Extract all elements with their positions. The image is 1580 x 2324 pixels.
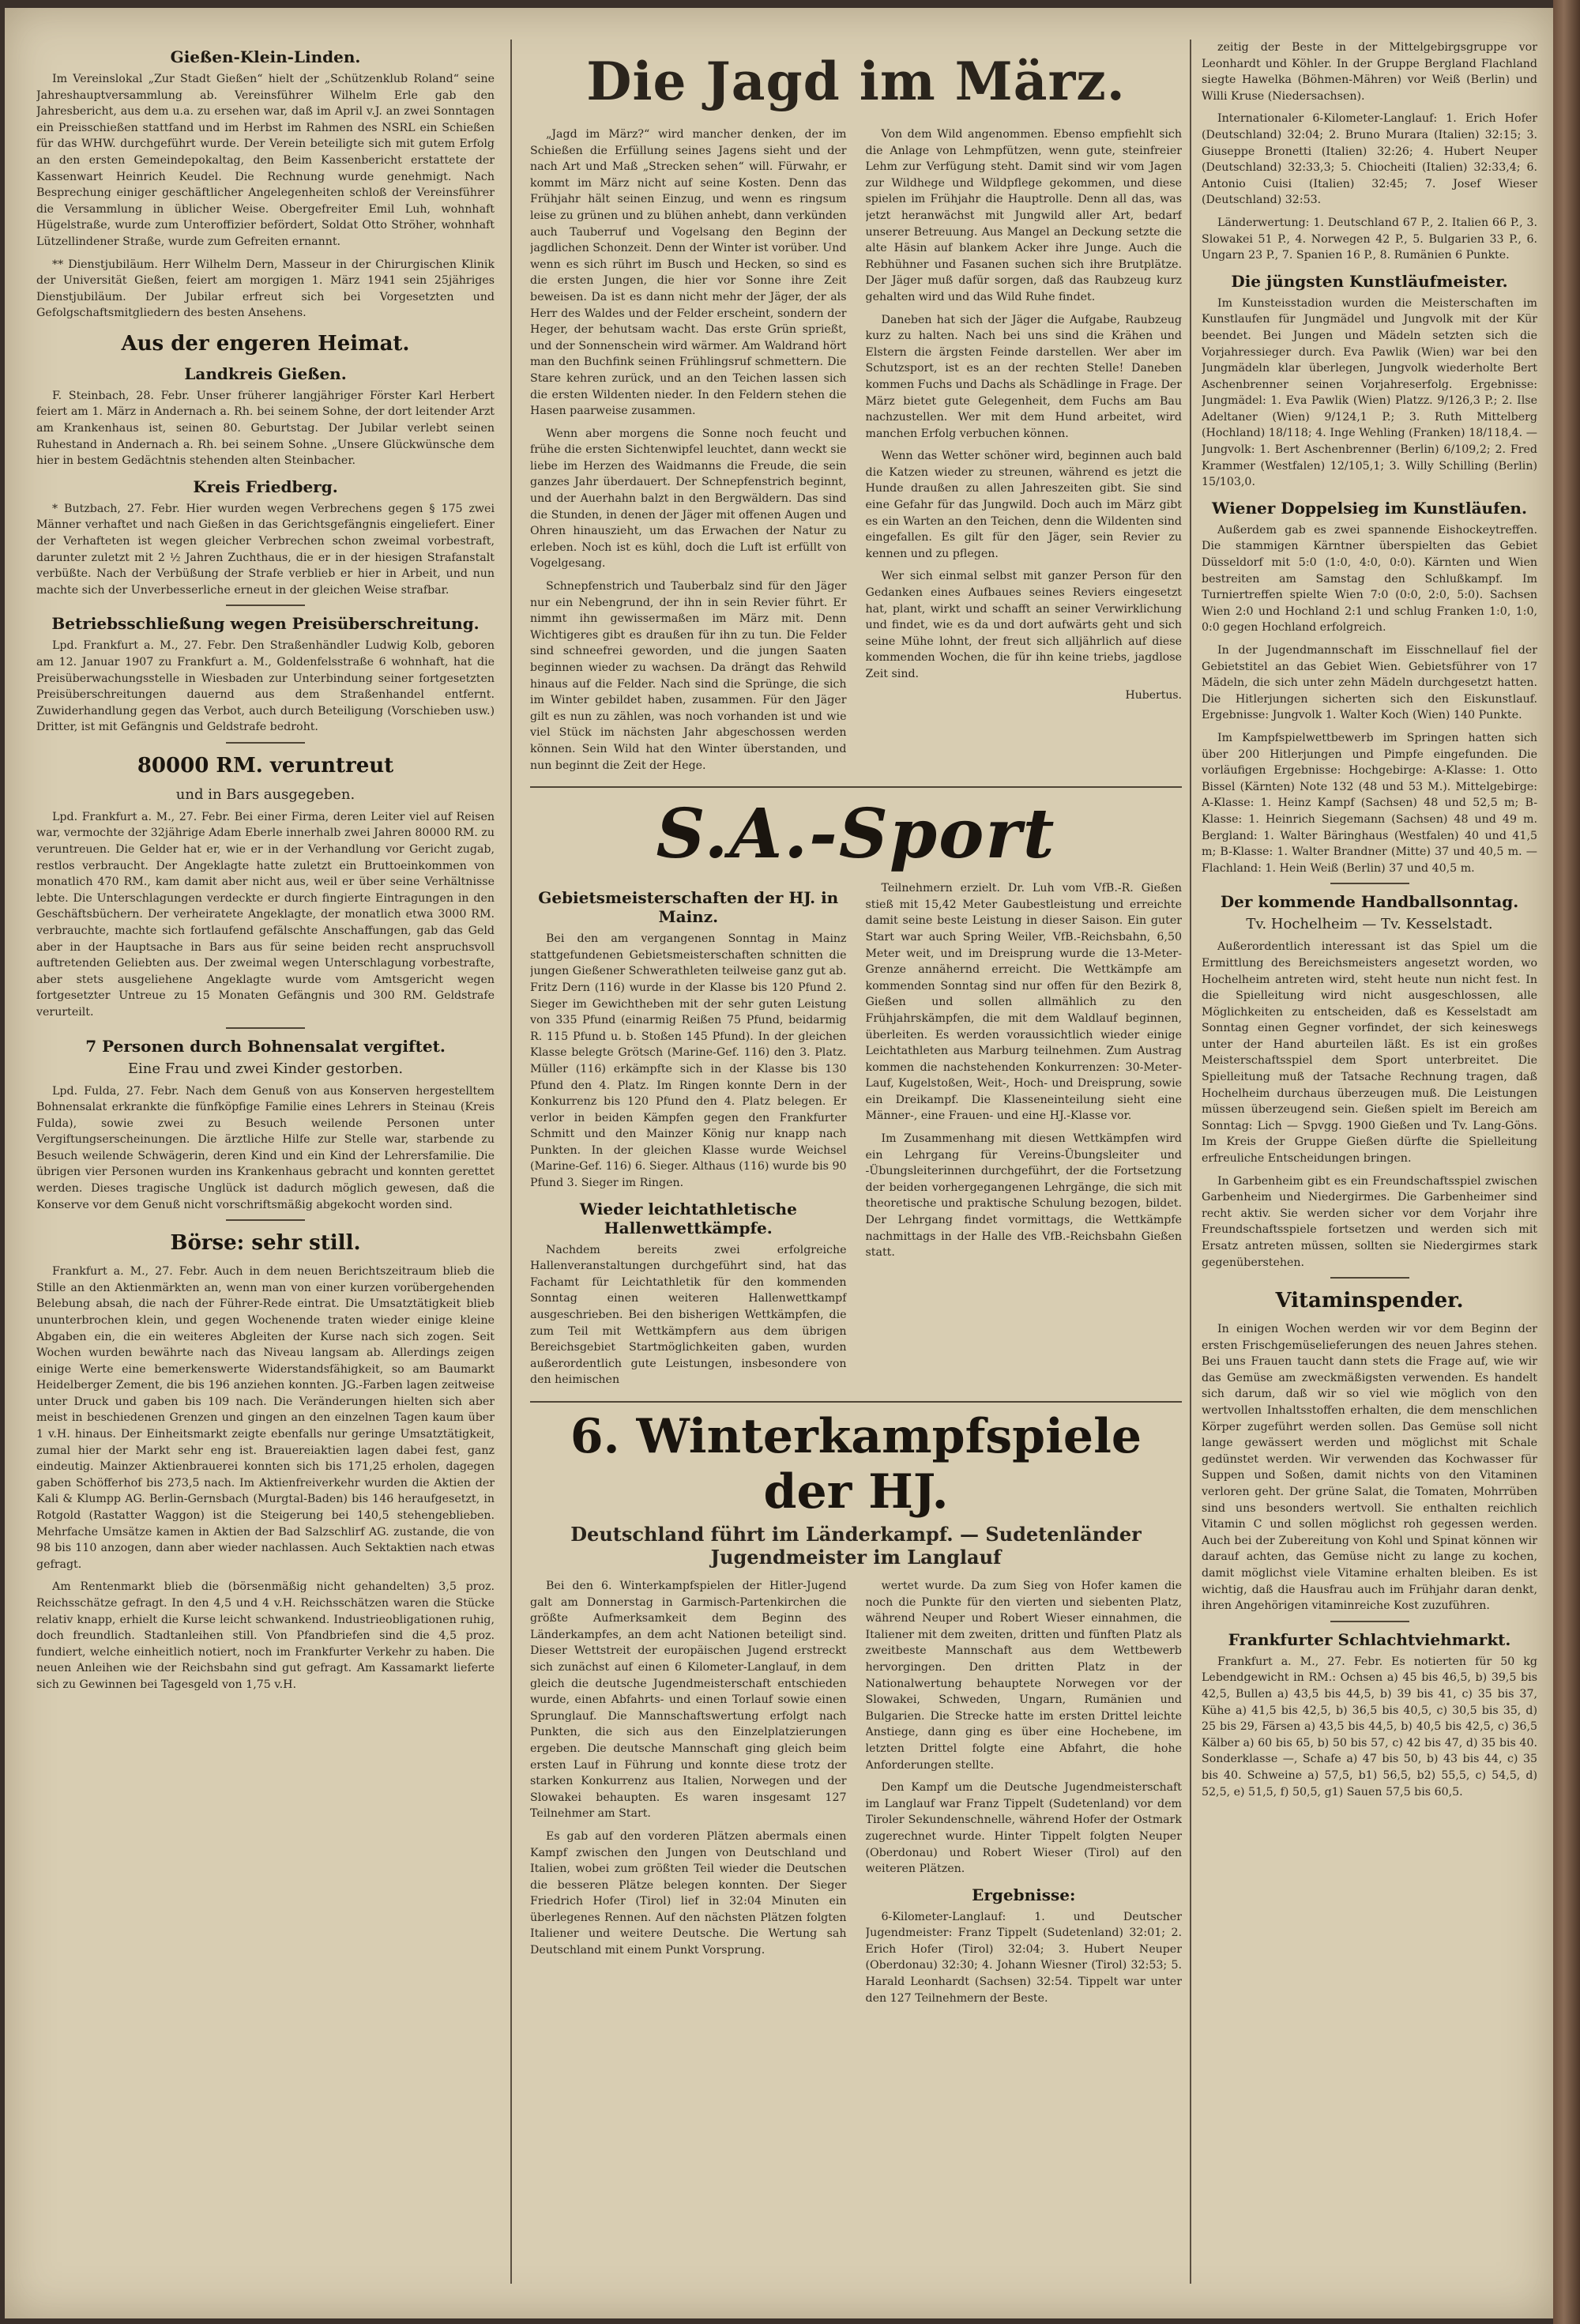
jagd-paragraph: Wenn das Wetter schöner wird, beginnen auch bald die Katzen wieder zu streunen, während es jetzt die Hunde draußen zu allen Jahreszeiten gibt. Sie sind eine Gefahr für das Jungwild. Doch auch im März gibt es ein Warten an den Teichen, denn die Wildenten sind eingefallen. Es gilt für den Jäger, sein Revier zu kennen und zu pflegen. <box>865 450 1182 560</box>
jagd-signature: Hubertus. <box>1125 688 1182 702</box>
veruntreut-heading: 80000 RM. veruntreut <box>137 753 394 778</box>
schlachtvieh-paragraph: Frankfurt a. M., 27. Febr. Es notierten für 50 kg Lebendgewicht in RM.: Ochsen a) 45 bis 46,5, b) 39,5 bis 42,5, Bullen a) 43,5 bis 44,5, b) 39 bis 41, c) 35 bis 37, Kühe a) 41,5 bis 42,5, b) 36,5 bis 40,5, c) 30,5 bis 35, d) 25 bis 29, Färsen a) 43,5 bis 44,5, b) 40,5 bis 42,5, c) 36,5 Kälber a) 60 bis 65, b) 50 bis 57, c) 42 bis 47, d) 35 bis 40. Sonderklasse —, Schafe a) 47 bis 50, b) 43 bis 44, c) 35 bis 40. Schweine a) 57,5, b1) 56,5, b2) 55,5, c) 54,5, d) 52,5, e) 51,5, f) 50,5, g1) Sauen 57,5 bis 60,5. <box>1202 1655 1537 1799</box>
bohnen-subheading: Eine Frau und zwei Kinder gestorben. <box>127 1060 404 1077</box>
winter-results-label: Ergebnisse: <box>972 1885 1076 1904</box>
column-divider <box>510 40 512 2284</box>
boerse-paragraph: Frankfurt a. M., 27. Febr. Auch in dem neuen Berichtszeitraum blieb die Stille an den Aktienmärkten an, wenn man von einer kurzen vorübergehenden Belebung absah, die nach der Führer-Rede eintrat. Die Umsatztätigkeit blieb ununterbrochen klein, und gegen Wochenende traten wieder einige kleine Abgaben ein, die ein weiteres Abgleiten der Kurse nach sich zogen. Seit Wochen wurden bewährte nach das Niveau langsam ab. Allerdings zeigen einige Werte eine bemerkenswerte Widerstandsfähigkeit, so am Baumarkt Heidelberger Zement, die bis 196 anziehen konnten. JG.-Farben lagen zeitweise unter Druck und gaben bis 109 nach. Die Veränderungen hielten sich aber meist in beschiedenen Grenzen und gingen an den einzelnen Tagen kaum über 1 v.H. hinaus. Der Einheitsmarkt zeigte ebenfalls nur geringe Umsatztätigkeit, zumal hier der Markt sehr eng ist. Brauereiaktien lagen dabei fest, ganz eindeutig. Mainzer Aktienbrauerei konnten sich bis 171,25 erholen, dagegen gaben Schöfferhof bis 273,5 nach. Im Aktienfreiverkehr wurden die Aktien der Kali & Klumpp AG. Berlin-Gernsbach (Murgtal-Baden) bis 146 heraufgesetzt, in Rotgold (Rastatter Waggon) ist die Steigerung bei 140,5 stehengeblieben. Mehrfache Umsätze kamen in Aktien der Bad Salzschlirf AG. zustande, die von 98 bis 110 anzogen, dann aber wieder nachlassen. Auch Sektaktien nach etwas gefragt. <box>36 1265 495 1571</box>
bohnen-heading: 7 Personen durch Bohnensalat vergiftet. <box>85 1036 446 1056</box>
veruntreut-paragraph: Lpd. Frankfurt a. M., 27. Febr. Bei einer Firma, deren Leiter viel auf Reisen war, vermochte der 32jährige Adam Eberle innerhalb zwei Jahren 80000 RM. zu veruntreuen. Die Gelder hat er, wie er in der Verhandlung vor Gericht zugab, restlos verbraucht. Der Angeklagte hatte zuletzt ein Bruttoeinkommen von monatlich 470 RM., kam damit aber nicht aus, weil er über seine Verhältnisse lebte. Die Unterschlagungen verdeckte er durch fingierte Eintragungen in den Geschäftsbüchern. Der verheiratete Angeklagte, der monatlich etwa 3000 RM. verbrauchte, machte sich fortlaufend gefälschte Anschaffungen, gab das Geld aber in der Hauptsache in Bars aus für seine beiden recht anspruchsvoll auftretenden Geliebten aus. Der zweimal wegen Unterschlagung vorbestrafte, aber stets ausgeliehene Angeklagte wurde vom Amtsgericht wegen fortgesetzter Untreue zu 15 Monaten Gefängnis und 300 RM. Geldstrafe verurteilt. <box>36 810 495 1019</box>
winter-paragraph: Es gab auf den vorderen Plätzen abermals einen Kampf zwischen den Jungen von Deutschland und Italien, wobei zum größten Teil wieder die Deutschen die besseren Plätze belegen konnten. Der Sieger Friedrich Hofer (Tirol) lief in 32:04 Minuten ein überlegenes Rennen. Auf den nächsten Plätzen folgten Italiener und weitere Deutsche. Die Wertung sah Deutschland mit einem Punkt Vorsprung. <box>530 1829 847 1957</box>
jagd-paragraph: Wenn aber morgens die Sonne noch feucht und frühe die ersten Sichtenwipfel leuchtet, dann weckt sie liebe im Herzen des Waidmanns die Freude, die sein ganzes Jahr überdauert. Der Schnepfenstrich beginnt, und der Auerhahn balzt in den Bergwäldern. Das sind die Stunden, in denen der Jäger mit offenen Augen und Ohren hinauszieht, um das Erwachen der Natur zu erleben. Noch ist es kühl, doch die Luft ist erfüllt von Vogelgesang. <box>530 427 847 571</box>
veruntreut-subheading: und in Bars ausgegeben. <box>175 785 356 803</box>
divider <box>530 1401 1182 1403</box>
giessen-paragraph: Im Vereinslokal „Zur Stadt Gießen“ hielt der „Schützenklub Roland“ seine Jahreshauptversammlung ab. Vereinsführer Wilhelm Erle gab den Jahresbericht, aus dem u.a. zu ersehen war, daß im April v.J. an zwei Sonntagen ein Preisschießen stattfand und im Herbst im Rahmen des NSRL ein Schießen für das WHW. durchgeführt wurde. Der Verein beteiligte sich mit gutem Erfolg an den ersten Gemeindepokaltag, den Beim Kassenbericht erstattete der Kassenwart Heinrich Keudel. Die Rechnung wurde genehmigt. Nach Besprechung einiger geschäftlicher Angelegenheiten schloß der Vereinsführer die Versammlung in üblicher Weise. Obergefreiter Emil Luh, wohnhaft Hügelstraße, wurde zum Unteroffizier befördert, Soldat Otto Ströher, wohnhaft Lützellindener Straße, wurde zum Gefreiten ernannt. <box>36 73 495 248</box>
betrieb-paragraph: Lpd. Frankfurt a. M., 27. Febr. Den Straßenhändler Ludwig Kolb, geboren am 12. Januar 1907 zu Frankfurt a. M., Goldenfelsstraße 6 wohnhaft, hat die Preisüberwachungsstelle in Wiesbaden zur Unterbindung seiner fortgesetzten Preisüberschreitungen dauernd aus dem Straßenhandel entfernt. Zuwiderhandlung gegen das Verbot, auch durch Beteiligung (Vorschieben usw.) Dritter, ist mit Gefängnis und Geldstrafe bedroht. <box>36 639 495 734</box>
kunstlauf-paragraph: Im Kunsteisstadion wurden die Meisterschaften im Kunstlaufen für Jungmädel und Jungvolk mit der Kür beendet. Bei Jungen und Mädeln setzten sich die Vorjahressieger durch. Eva Pawlik (Wien) war bei den Jungmädeln klar überlegen, Jungvolk wiederholte Bert Aschenbrenner seinen Vorjahreserfolg. Ergebnisse: Jungmädel: 1. Eva Pawlik (Wien) Platzz. 9/126,3 P.; 2. Ilse Adeltaner (Wien) 9/124,1 P.; 3. Ruth Mittelberg (Hochland) 18/118; 4. Inge Wehling (Franken) 18/118,4. — Jungvolk: 1. Bert Aschenbrenner (Berlin) 6/109,2; 2. Fred Krammer (Westfalen) 12/105,1; 3. Willy Schilling (Berlin) 15/103,0. <box>1202 296 1537 489</box>
results-paragraph: zeitig der Beste in der Mittelgebirgsgruppe vor Leonhardt und Köhler. In der Gruppe Bergland Flachland siegte Hawelka (Böhmen-Mähren) vor Weiß (Berlin) und Willi Kruse (Niedersachsen). <box>1202 41 1537 103</box>
friedberg-heading: Kreis Friedberg. <box>193 476 338 496</box>
divider <box>530 786 1182 788</box>
jagd-paragraph: Wer sich einmal selbst mit ganzer Person für den Gedanken eines Aufbaues seines Reviers eingesetzt hat, plant, wirkt und schafft an seiner Verwirklichung und findet, wie es da und dort aufwärts geht und sich seine Mühe lohnt, der freut sich alljährlich auf diese kommenden Wochen, die für ihn keine triebs, jagdlose Zeit sind. <box>865 570 1182 680</box>
eisschnellauf-paragraph: In der Jugendmannschaft im Eisschnellauf fiel der Gebietstitel an das Gebiet Wien. Gebietsführer von 17 Mädeln, die sich unter zehn Mädeln durchgesetzt hatten. Die Hitlerjungen sicherten sich den Eiskunstlauf. Ergebnisse: Jungvolk 1. Walter Koch (Wien) 140 Punkte. <box>1202 644 1537 722</box>
jagd-article <box>530 126 1182 780</box>
rentenmarkt-paragraph: Am Rentenmarkt blieb die (börsenmäßig nicht gehandelten) 3,5 proz. Reichsschätze gefragt. In den 4,5 und 4 v.H. Reichsschätzen waren die Stücke relativ knapp, erhielt die Kurse leicht schwankend. Industrieobligationen ruhig, doch freundlich. Stadtanleihen still. Von Pfandbriefen sind die 4,5 proz. fundiert, welche einheitlich notiert, noch im Frankfurter Verkehr zu haben. Die neuen Anleihen wie der Reichsbahn sind gut gefragt. Am Kassamarkt lieferte sich zu Gewinnen bei Tagesgeld von 1,75 v.H. <box>36 1580 495 1691</box>
winter-results: 6-Kilometer-Langlauf: 1. und Deutscher Jugendmeister: Franz Tippelt (Sudetenland) 32:01; 2. Erich Hofer (Tirol) 32:04; 3. Hubert Neuper (Oberdonau) 32:30; 4. Johann Wiesner (Tirol) 32:53; 5. Harald Leonhardt (Sachsen) 32:54. Tippelt war unter den 127 Teilnehmern der Beste. <box>865 1910 1182 2005</box>
winter-subtitle: Deutschland führt im Länderkampf. — Sudetenländer Jugendmeister im Langlauf <box>570 1523 1142 1569</box>
column-left <box>36 40 495 1700</box>
steinbach-paragraph: F. Steinbach, 28. Febr. Unser früherer langjähriger Förster Karl Herbert feiert am 1. März in Andernach a. Rh. bei seinem Sohne, der dort leitender Arzt am Krankenhaus ist, seinen 80. Geburtstag. Der Jubilar verlebt seinen Ruhestand in Andernach a. Rh. bei seinem Sohne. „Unsere Glückwünsche dem hier in bestem Gedächtnis stehenden alten Steinbacher. <box>36 389 495 468</box>
results-paragraph: Internationaler 6-Kilometer-Langlauf: 1. Erich Hofer (Deutschland) 32:04; 2. Bruno Murara (Italien) 32:15; 3. Giuseppe Bronetti (Italien) 32:26; 4. Hubert Neuper (Deutschland) 32:33,3; 5. Chiocheiti (Italien) 32:33,4; 6. Antonio Cuisi (Italien) 32:45; 7. Josef Wieser (Deutschland) 32:53. <box>1202 112 1537 207</box>
doppelsieg-heading: Wiener Doppelsieg im Kunstläufen. <box>1212 498 1527 518</box>
springen-paragraph: Im Kampfspielwettbewerb im Springen hatten sich über 200 Hitlerjungen und Pimpfe eingefunden. Die vorläufigen Ergebnisse: Hochgebirge: A-Klasse: 1. Otto Bissel (Kärnten) Note 132 (48 und 53 M.). Mittelgebirge: A-Klasse: 1. Heinz Kampf (Sachsen) 48 und 52,5 m; B-Klasse: 1. Heinrich Siegemann (Sachsen) 48 und 49 m. Bergland: 1. Walter Bäringhaus (Westfalen) 40 und 41,5 m; B-Klasse: 1. Walter Brandner (Mitte) 37 und 40,5 m. — Flachland: 1. Hein Weiß (Berlin) 37 und 40,5 m. <box>1202 731 1537 875</box>
winter-paragraph: Den Kampf um die Deutsche Jugendmeisterschaft im Langlauf war Franz Tippelt (Sudetenland) vor dem Tiroler Sekundenschnelle, während Hofer der Ostmark zugerechnet wurde. Hinter Tippelt folgten Neuper (Oberdonau) und Robert Wieser (Tirol) auf den weiteren Plätzen. <box>865 1781 1182 1876</box>
jagd-title: Die Jagd im März. <box>586 51 1126 112</box>
column-right <box>1202 40 1537 1806</box>
handball-subheading: Tv. Hochelheim — Tv. Kesselstadt. <box>1246 916 1493 933</box>
sport-title: S.A.-Sport <box>656 794 1056 875</box>
sport-articles <box>530 880 1182 1395</box>
divider <box>226 605 305 606</box>
giessen-heading: Gießen-Klein-Linden. <box>170 47 361 66</box>
handball-paragraph: In Garbenheim gibt es ein Freundschaftsspiel zwischen Garbenheim und Niedergirmes. Die Garbenheimer sind recht aktiv. Sie werden sicher vor dem Vorjahr ihre Freundschaftsspiele fortsetzen und werden sich mit Ersatz antreten müssen, sollten sie Niedergirmes stark gegenüberstehen. <box>1202 1174 1537 1269</box>
divider <box>1330 1277 1409 1279</box>
winter-paragraph: Bei den 6. Winterkampfspielen der Hitler-Jugend galt am Donnerstag in Garmisch-Partenkirchen die größte Aufmerksamkeit dem Beginn des Länderkampfes, an dem acht Nationen beteiligt sind. Dieser Wettstreit der europäischen Jugend erstreckt sich zunächst auf einen 6 Kilometer-Langlauf, in dem gleich die deutsche Jugendmeisterschaft entschieden wurde, einen Abfahrts- und einen Torlauf sowie einen Sprunglauf. Die Mannschaftswertung erfolgt nach Punkten, die sich aus den Einzelplatzierungen ergeben. Die deutsche Mannschaft ging gleich beim ersten Lauf in Führung und konnte diese trotz der starken Konkurrenz aus Italien, Norwegen und der Slowakei behaupten. Es waren insgesamt 127 Teilnehmer am Start. <box>530 1580 847 1821</box>
jagd-paragraph: Daneben hat sich der Jäger die Aufgabe, Raubzeug kurz zu halten. Nach bei uns sind die Krähen und Elstern die ärgsten Feinde darstellen. Wer aber im Schutzsport, ist es an der rechten Stelle! Daneben kommen Fuchs und Dachs als Schädlinge in Frage. Der März bietet gute Gelegenheit, dem Fuchs am Bau nachzustellen. Wer mit dem Hund arbeitet, wird manchen Erfolg verbuchen können. <box>865 313 1182 440</box>
jagd-paragraph: Schnepfenstrich und Tauberbalz sind für den Jäger nur ein Nebengrund, der ihn in sein Revier führt. Er nimmt ihn gewissermaßen im März mit. Denn Wichtigeres gibt es draußen für ihn zu tun. Die Felder sind schneefrei geworden, und die jungen Saaten beginnen wieder zu wachsen. Da drängt das Rehwild hinaus auf die Felder. Nach sind die Sprünge, die sich im Winter gebildet haben, zusammen. Für den Jäger gilt es nun zu zählen, was noch vorhanden ist und wie viel Stück im nächsten Jahr abgeschossen werden können. Sein Wild hat den Winter überstanden, und nun beginnt die Zeit der Hege. <box>530 580 847 772</box>
hj-paragraph: Teilnehmern erzielt. Dr. Luh vom VfB.-R. Gießen stieß mit 15,42 Meter Gaubestleistung und erreichte damit seine beste Leistung in dieser Saison. Ein guter Start war auch Spring Weiler, VfB.-Reichsbahn, 6,50 Meter weit, und im Dreisprung wurde die 13-Meter-Grenze annähernd erreicht. Die Wettkämpfe am kommenden Sonntag sind nur offen für den Bezirk 8, Gießen und sollen allmählich zu den Frühjahrskämpfen, die mit dem Waldlauf beginnen, überleiten. Es werden voraussichtlich wieder einige Leichtathleten aus Marburg teilnehmen. Zum Austrag kommen die nachstehenden Konkurrenzen: 30-Meter-Lauf, Kugelstoßen, Weit-, Hoch- und Dreisprung, sowie ein Dreikampf. Die Klasseneinteilung sieht eine Männer-, eine Frauen- und eine HJ.-Klasse vor. <box>865 882 1182 1123</box>
butzbach-paragraph: * Butzbach, 27. Febr. Hier wurden wegen Verbrechens gegen § 175 zwei Männer verhaftet und nach Gießen in das Gerichtsgefängnis eingeliefert. Einer der Verhafteten ist wegen gleicher Verbrechen schon zweimal vorbestraft, darunter zuletzt mit 2 ½ Jahren Zuchthaus, die er in der hiesigen Strafanstalt verbüßte. Nach der Verbüßung der Strafe verblieb er hier in Arbeit, und nun machte sich der Unverbesserliche erneut in der gleichen Weise strafbar. <box>36 502 495 597</box>
divider <box>1330 1621 1409 1622</box>
winter-paragraph: wertet wurde. Da zum Sieg von Hofer kamen die noch die Punkte für den vierten und siebenten Platz, während Neuper und Robert Wieser einnahmen, die Italiener mit dem zweiten, dritten und fünften Platz als zweitbeste Mannschaft aus dem Wettbewerb hervorgingen. Den dritten Platz in der Nationalwertung behauptete Norwegen vor der Slowakei, Schweden, Ungarn, Rumänien und Bulgarien. Die Strecke hatte im ersten Drittel leichte Anstiege, dann ging es über eine Hochebene, im letzten Drittel folgte eine Abfahrt, die hohe Anforderungen stellte. <box>865 1580 1182 1772</box>
winter-article <box>530 1578 1182 2013</box>
betrieb-heading: Betriebsschließung wegen Preisüberschreitung. <box>51 614 480 634</box>
handball-paragraph: Außerordentlich interessant ist das Spiel um die Ermittlung des Bereichsmeisters angesetzt worden, wo Hochelheim antreten wird, steht heute nun nicht fest. In die Spielleitung wird nicht ausgeschlossen, alle Möglichkeiten zu entscheiden, daß es Kesselstadt am Sonntag einen Gegner vorfindet, der sich keineswegs unter der Hand aburteilen läßt. Es ist ein großes Meisterschaftsspiel dem Sport unterbreitet. Die Spielleitung muß der Tatsache Rechnung tragen, daß Hochelheim durchaus überzeugen muß. Die Leistungen müssen überzeugend sein. Gießen spielt im Bereich am Sonntag: Lich — Spvgg. 1900 Gießen und Tv. Lang-Göns. Im Kreis der Gruppe Gießen dürfte die Spielleitung erfreuliche Entscheidungen bringen. <box>1202 940 1537 1166</box>
boerse-heading: Börse: sehr still. <box>170 1231 361 1256</box>
hj-heading: Gebietsmeisterschaften der HJ. in Mainz. <box>538 888 839 927</box>
dienstjubilaeum-paragraph: ** Dienstjubiläum. Herr Wilhelm Dern, Masseur in der Chirurgischen Klinik der Universität Gießen, feiert am morgigen 1. März 1941 sein 25jähriges Dienstjubiläum. Der Jubilar erfreut sich bei Vorgesetzten und Gefolgschaftsmitgliedern des besten Ansehens. <box>36 258 495 320</box>
jagd-paragraph: „Jagd im März?“ wird mancher denken, der im Schießen die Erfüllung seines Jagens sieht und der nach Art und Maß „Strecken sehen“ will. Fürwahr, er kommt im März nicht auf seine Kosten. Denn das Frühjahr hält seinen Einzug, und wenn es ringsum leise zu grünen und zu blühen anhebt, dann verkünden auch Tauberruf und Vogelsang den Beginn der jagdlichen Schonzeit. Denn der Winter ist vorüber. Und wenn es sich rührt im Busch und Hecken, so sind es die ersten Jungen, die hier vor Sonne ihre Zeit beweisen. Da ist es dann nicht mehr der Jäger, der als Herr des Waldes und der Felder erscheint, sondern der Heger, der behutsam wacht. Das erste Grün sprießt, und der Sonnenschein wird wärmer. Am Waldrand hört man den Buchfink seinen Frühlingsruf schmettern. Die Stare kehren zurück, und an den Teichen lassen sich die ersten Wildenten nieder. In den Feldern stehen die Hasen paarweise zusammen. <box>530 128 847 418</box>
kunstlauf-heading: Die jüngsten Kunstläufmeister. <box>1231 271 1508 291</box>
landkreis-heading: Landkreis Gießen. <box>184 363 347 383</box>
divider <box>1330 883 1409 884</box>
divider <box>226 1027 305 1029</box>
vitamin-paragraph: In einigen Wochen werden wir vor dem Beginn der ersten Frischgemüselieferungen des neuen Jahres stehen. Bei uns Frauen taucht dann stets die Frage auf, wie wir das Gemüse am zweckmäßigsten verwenden. Es handelt sich darum, daß wir so viel wie möglich von den wertvollen Inhaltsstoffen erhalten, die dem menschlichen Körper zugeführt werden sollen. Das Gemüse soll nicht lange gewässert werden und möglichst mit Schale gedünstet werden. Wir verwenden das Kochwasser für Suppen und Soßen, damit nichts von den Vitaminen verloren geht. Der grüne Salat, die Tomaten, Mohrrüben sind uns besonders wertvoll. Sie enthalten reichlich Vitamin C und sollen möglichst roh gegessen werden. Auch bei der Zubereitung von Kohl und Spinat können wir darauf achten, das Gemüse nicht zu lange zu kochen, damit möglichst viele Vitamine erhalten bleiben. Es ist wichtig, daß die Hausfrau auch im Frühjahr daran denkt, ihren Angehörigen vitaminreiche Kost zuzuführen. <box>1202 1323 1537 1613</box>
hj-paragraph: Im Zusammenhang mit diesen Wettkämpfen wird ein Lehrgang für Vereins-Übungsleiter und -Übungsleiterinnen durchgeführt, der die Fortsetzung der beiden vorhergegangenen Lehrgänge, die sich mit theoretische und praktische Schulung bezogen, bildet. Der Lehrgang findet vormittags, die Wettkämpfe nachmittags in der Halle des VfB.-Reichsbahn Gießen statt. <box>865 1132 1182 1260</box>
winter-title: 6. Winterkampfspiele der HJ. <box>570 1409 1142 1520</box>
eishockey-paragraph: Außerdem gab es zwei spannende Eishockeytreffen. Die stammigen Kärntner überspielten das Gebiet Düsseldorf mit 5:0 (1:0, 4:0, 0:0). Kärnten und Wien bestreiten am Samstag den Schlußkampf. Im Turniertreffen spielte Wien 7:0 (0:0, 2:0, 5:0). Sachsen Wien 2:0 und Hochland 2:1 und schlug Franken 1:0, 1:0, 0:0 gegen Hochland erfolgreich. <box>1202 523 1537 635</box>
divider <box>226 1219 305 1221</box>
heimat-heading: Aus der engeren Heimat. <box>121 331 410 356</box>
column-divider <box>1190 40 1191 2284</box>
book-binding <box>1553 0 1580 2324</box>
hj-paragraph: Bei den am vergangenen Sonntag in Mainz stattgefundenen Gebietsmeisterschaften schnitten die jungen Gießener Schwerathleten teilweise ganz gut ab. Fritz Dern (116) wurde in der Klasse bis 120 Pfund 2. Sieger im Gewichtheben mit der sehr guten Leistung von 335 Pfund (einarmig Reißen 75 Pfund, beidarmig R. 115 Pfund u. b. Stoßen 145 Pfund). In der gleichen Klasse belegte Grötsch (Marine-Gef. 116) den 3. Platz. Müller (116) erkämpfte sich in der Klasse bis 130 Pfund den 4. Platz. Im Ringen konnte Dern in der Konkurrenz bis 120 Pfund den 4. Platz belegen. Er verlor in beiden Kämpfen gegen den Frankfurter Schmitt und den Mainzer König nur knapp nach Punkten. In der gleichen Klasse wurde Weichsel (Marine-Gef. 116) 6. Sieger. Althaus (116) wurde bis 90 Pfund 3. Sieger im Ringen. <box>530 932 847 1190</box>
leicht-heading: Wieder leichtathletische Hallenwettkämpfe. <box>579 1199 797 1237</box>
bohnen-paragraph: Lpd. Fulda, 27. Febr. Nach dem Genuß von aus Konserven hergestelltem Bohnensalat erkrankte die fünfköpfige Familie eines Lehrers in Steinau (Kreis Fulda), sowie zwei zu Besuch weilende Personen unter Vergiftungserscheinungen. Die ärztliche Hilfe zur Stelle war, starbende zu Besuch weilende Schwägerin, deren Kind und ein Kind der Lehrersfamilie. Die übrigen vier Personen wurden ins Krankenhaus gebracht und konnten gerettet werden. Dieses tragische Unglück ist dadurch möglich gewesen, daß die Konserve vor dem Genuß nicht vorschriftsmäßig abgekocht worden sind. <box>36 1084 495 1211</box>
vitamin-heading: Vitaminspender. <box>1275 1289 1464 1313</box>
leicht-paragraph: Nachdem bereits zwei erfolgreiche Hallenveranstaltungen durchgeführt sind, hat das Fachamt für Leichtathletik für den kommenden Sonntag einen weiteren Hallenwettkampf ausgeschrieben. Bei den bisherigen Wettkämpfen, die zum Teil mit Wettkämpfern aus dem übrigen Bereichsgebiet Startmöglichkeiten gaben, wurden außerordentlich gute Leistungen, insbesondere von den heimischen <box>530 1243 847 1387</box>
divider <box>226 742 305 744</box>
jagd-paragraph: Von dem Wild angenommen. Ebenso empfiehlt sich die Anlage von Lehmpfützen, wenn gute, steinfreier Lehm zur Verfügung steht. Damit sind wir vom Jagen zur Wildhege und Wildpflege gekommen, und diese spielen im Frühjahr die Hauptrolle. Denn all das, was jetzt heranwächst mit Jungwild aller Art, bedarf unserer Betreuung. Aus Mangel an Deckung setzte die alte Häsin auf blankem Acker ihre Junge. Auch die Rebhühner und Fasanen suchen sich ihre Brutplätze. Der Jäger muß dafür sorgen, daß das Raubzeug kurz gehalten wird und das Wild Ruhe findet. <box>865 128 1182 303</box>
handball-heading: Der kommende Handballsonntag. <box>1220 892 1519 912</box>
results-paragraph: Länderwertung: 1. Deutschland 67 P., 2. Italien 66 P., 3. Slowakei 51 P., 4. Norwegen 42 P., 5. Bulgarien 33 P., 6. Ungarn 23 P., 7. Spanien 16 P., 8. Rumänien 6 Punkte. <box>1202 216 1537 262</box>
newspaper-page <box>5 8 1553 2318</box>
schlachtvieh-heading: Frankfurter Schlachtviehmarkt. <box>1228 1629 1511 1649</box>
column-center <box>530 40 1182 2013</box>
